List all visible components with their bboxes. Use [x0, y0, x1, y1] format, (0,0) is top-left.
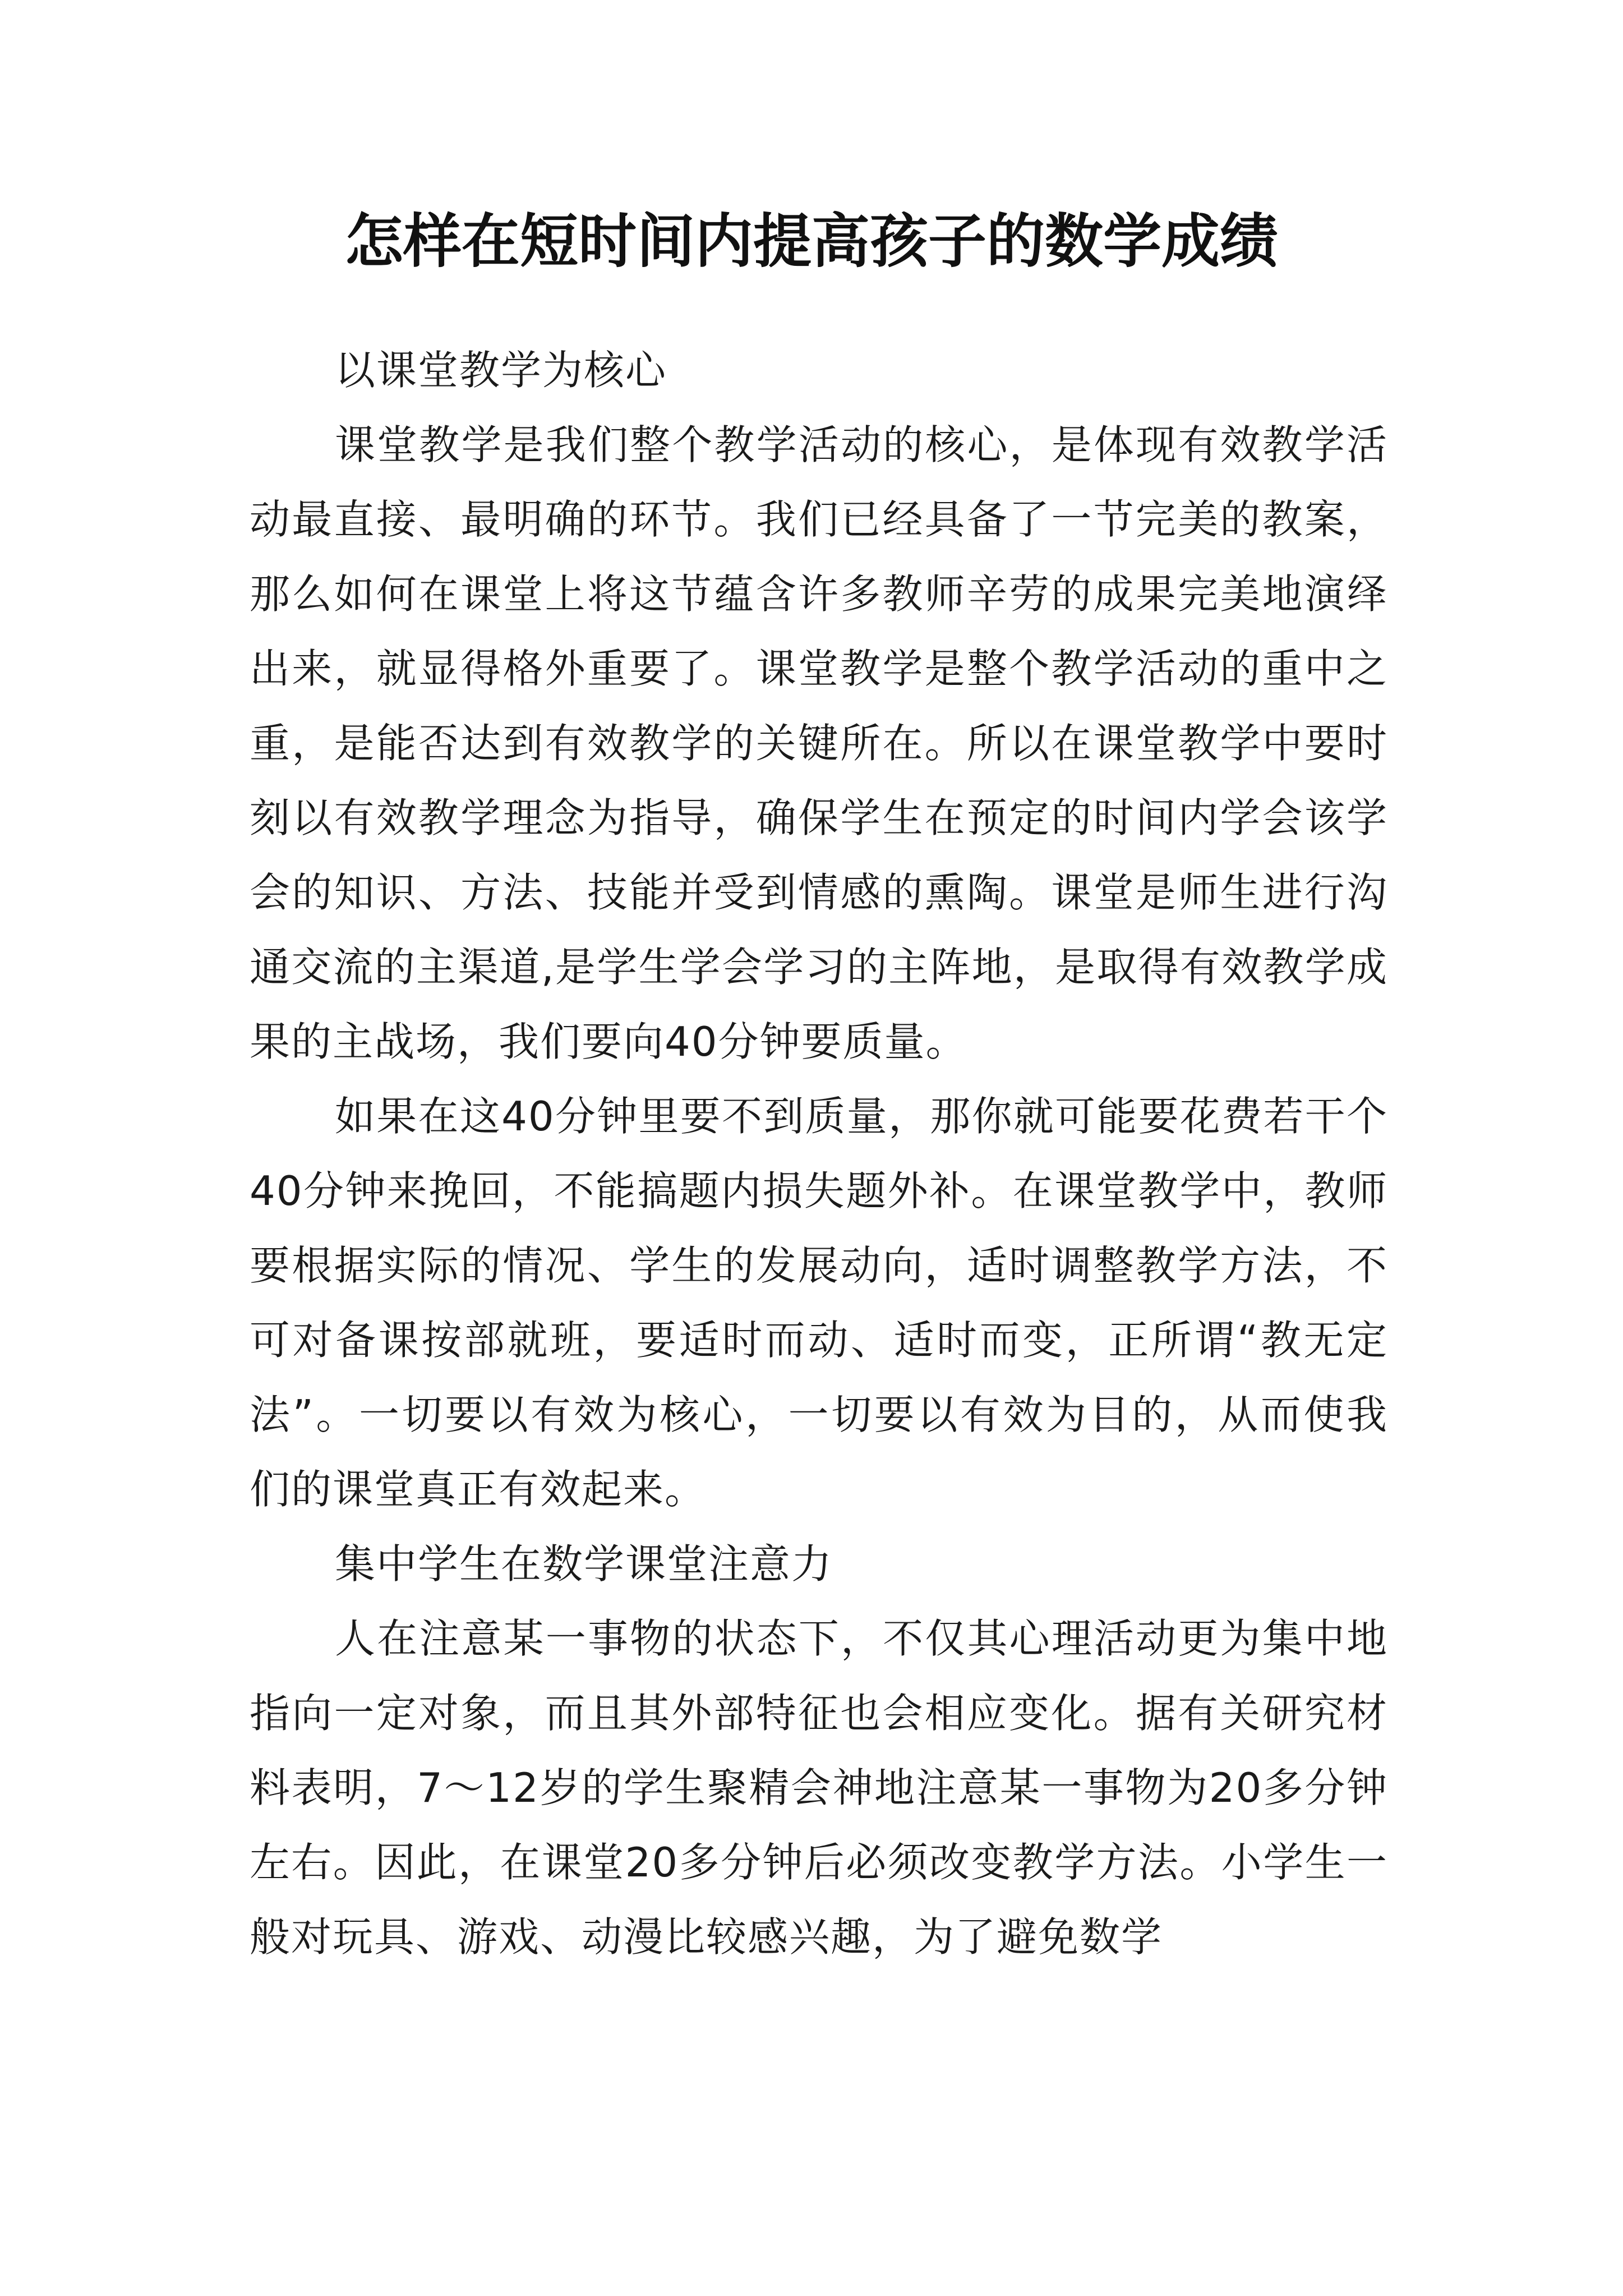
document-body: [250, 333, 1388, 1975]
section-heading: 集中学生在数学课堂注意力: [335, 1540, 833, 1588]
body-paragraph: 课堂教学是我们整个教学活动的核心，是体现有效教学活动最直接、最明确的环节。我们已经具备了一节完美的教案，那么如何在课堂上将这节蕴含许多教师辛劳的成果完美地演绎出来，就显得格外重要了。课堂教学是整个教学活动的重中之重，是能否达到有效教学的关键所在。所以在课堂教学中要时刻以有效教学理念为指导，确保学生在预定的时间内学会该学会的知识、方法、技能并受到情感的熏陶。课堂是师生进行沟通交流的主渠道,是学生学会学习的主阵地，是取得有效教学成果的主战场，我们要向40分钟要质量。: [250, 421, 1388, 1065]
body-paragraph: 如果在这40分钟里要不到质量，那你就可能要花费若干个40分钟来挽回，不能搞题内损失题外补。在课堂教学中，教师要根据实际的情况、学生的发展动向，适时调整教学方法，不可对备课按部就班，要适时而动、适时而变，正所谓“教无定法”。一切要以有效为核心，一切要以有效为目的，从而使我们的课堂真正有效起来。: [250, 1093, 1388, 1513]
body-paragraph: 人在注意某一事物的状态下，不仅其心理活动更为集中地指向一定对象，而且其外部特征也会相应变化。据有关研究材料表明，7～12岁的学生聚精会神地注意某一事物为20多分钟左右。因此，在课堂20多分钟后必须改变教学方法。小学生一般对玩具、游戏、动漫比较感兴趣，为了避免数学: [250, 1615, 1388, 1961]
section-heading: 以课堂教学为核心: [335, 347, 667, 394]
document-title: 怎样在短时间内提高孩子的数学成绩: [344, 206, 1278, 275]
